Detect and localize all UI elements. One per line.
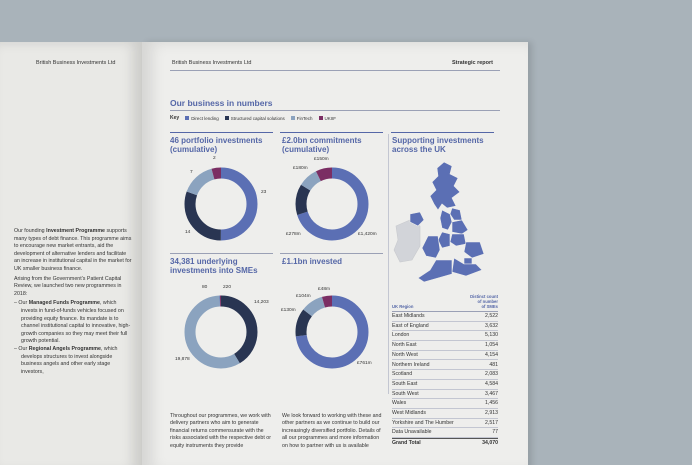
region-count: 1,456 xyxy=(485,400,498,407)
region-count: 3,467 xyxy=(485,390,498,397)
swatch-direct-lending xyxy=(185,116,189,120)
legend-item-fintech: FinTech xyxy=(291,116,313,121)
portfolio-label-direct-lending: 23 xyxy=(261,190,267,195)
table-row xyxy=(392,419,498,429)
total-label: Grand Total xyxy=(392,440,421,447)
portfolio-label-structured: 14 xyxy=(185,230,191,235)
page-title: Our business in numbers xyxy=(170,98,273,108)
programme-list xyxy=(14,300,132,376)
table-row xyxy=(392,331,498,341)
swatch-ukiif xyxy=(319,116,323,120)
map-region-east-of-england xyxy=(464,242,484,258)
invested-chart-title: £1.1bn invested xyxy=(282,257,343,266)
region-count: 2,913 xyxy=(485,409,498,416)
commitments-label-direct-lending: £1,420m xyxy=(358,232,377,237)
col1-top-rule xyxy=(170,132,273,133)
swatch-structured-capital xyxy=(225,116,229,120)
map-region-west-midlands xyxy=(438,232,450,248)
body-column-1: Throughout our programmes, we work with delivery partners who aim to generate financial returns commensurate with the risks associated with the respective debt or equity instruments they provide xyxy=(170,413,271,449)
table-row xyxy=(392,428,498,438)
portfolio-label-ukiif: 2 xyxy=(213,156,216,161)
region-count: 4,154 xyxy=(485,351,498,358)
map-region-scotland xyxy=(430,162,460,210)
table-row xyxy=(392,312,498,322)
left-page-body xyxy=(14,228,132,376)
portfolio-label-fintech: 7 xyxy=(190,170,193,175)
invested-label-direct-lending: £761m xyxy=(357,361,372,366)
total-value: 34,070 xyxy=(482,440,498,447)
commitments-chart-title: £2.0bn commitments (cumulative) xyxy=(282,136,362,154)
region-name: Northern Ireland xyxy=(392,361,430,368)
region-name: Data Unavailable xyxy=(392,429,432,436)
table-header xyxy=(392,294,498,312)
region-name: Yorkshire and The Humber xyxy=(392,419,454,426)
legend xyxy=(170,115,342,121)
map-region-yorkshire xyxy=(452,220,468,234)
col3-top-rule xyxy=(391,132,494,133)
header-rule xyxy=(170,70,500,71)
smes-chart-title: 34,381 underlying investments into SMEs xyxy=(170,257,258,275)
invested-label-fintech: £104m xyxy=(296,294,311,299)
invested-label-ukiif: £48m xyxy=(318,287,330,292)
list-item: – Our Regional Angels Programme, which develops structures to invest alongside business angels and other early stage investors, xyxy=(14,345,118,375)
commitments-label-ukiif: £150m xyxy=(314,157,329,162)
map-region-wales xyxy=(422,236,440,258)
patient-capital-paragraph: Arising from the Government’s Patient Capital Review, we launched two new programmes in 2018: xyxy=(14,275,122,297)
column-header-region: UK Region xyxy=(392,304,414,309)
smes-donut-chart xyxy=(182,293,260,371)
col2-top-rule xyxy=(280,132,383,133)
table-row xyxy=(392,370,498,380)
map-region-east-midlands xyxy=(450,234,466,246)
col2-mid-rule xyxy=(280,253,383,254)
smes-label-structured: 14,203 xyxy=(254,300,269,305)
region-name: North East xyxy=(392,342,417,349)
commitments-label-fintech: £180m xyxy=(293,166,308,171)
body-column-2: We look forward to working with these and other partners as we continue to build our increasingly diversified portfolio. Details of all our programmes and more information on how to partner with us is available xyxy=(282,413,382,449)
column-header-count: Distinct count of number of SMEs xyxy=(470,294,498,309)
smes-label-ukiif: 220 xyxy=(223,285,232,290)
region-name: West Midlands xyxy=(392,409,426,416)
map-region-north-east xyxy=(450,208,462,220)
table-row xyxy=(392,390,498,400)
region-name: Wales xyxy=(392,400,407,407)
region-name: East Midlands xyxy=(392,313,425,320)
region-count: 2,517 xyxy=(485,419,498,426)
region-count: 4,584 xyxy=(485,380,498,387)
portfolio-donut-chart xyxy=(182,165,260,243)
legend-label: Key xyxy=(170,115,180,121)
table-total-row xyxy=(392,438,498,448)
region-count: 2,083 xyxy=(485,371,498,378)
title-rule xyxy=(170,110,500,111)
table-row xyxy=(392,399,498,409)
region-count: 5,130 xyxy=(485,332,498,339)
left-running-header: British Business Investments Ltd xyxy=(36,60,116,66)
smes-label-direct-lending: 80 xyxy=(202,285,208,290)
table-row xyxy=(392,409,498,419)
intro-paragraph: Our founding Investment Programme supports many types of debt finance. This programme aims to encourage new market entrants, aid the development of alternative lenders and facilitate an increase in institutional capital in the market for UK smaller business finance. xyxy=(14,228,132,272)
map-region-south-west xyxy=(418,260,452,282)
smes-label-fintech: 19,878 xyxy=(175,357,190,362)
region-name: Scotland xyxy=(392,371,413,378)
table-row xyxy=(392,351,498,361)
table-row xyxy=(392,341,498,351)
invested-donut-chart xyxy=(293,293,371,371)
column-divider xyxy=(388,134,389,394)
map-region-ireland xyxy=(394,220,420,262)
legend-item-ukiif: UKIIF xyxy=(319,116,337,121)
uk-section-title: Supporting investments across the UK xyxy=(392,136,484,154)
uk-map xyxy=(392,160,502,288)
commitments-label-structured: £278m xyxy=(286,232,301,237)
portfolio-chart-title: 46 portfolio investments (cumulative) xyxy=(170,136,263,154)
uk-regions-table xyxy=(392,294,498,448)
table-body xyxy=(392,312,498,438)
region-name: East of England xyxy=(392,322,429,329)
map-region-london xyxy=(464,258,472,264)
invested-label-structured: £130m xyxy=(281,308,296,313)
legend-item-structured-capital: Structured capital solutions xyxy=(225,116,285,121)
col1-mid-rule xyxy=(170,253,273,254)
legend-item-direct-lending: Direct lending xyxy=(185,116,219,121)
section-label: Strategic report xyxy=(452,60,493,66)
table-row xyxy=(392,322,498,332)
region-name: South East xyxy=(392,380,418,387)
region-name: North West xyxy=(392,351,418,358)
region-count: 481 xyxy=(489,361,498,368)
list-item: – Our Managed Funds Programme, which invests in fund-of-funds vehicles focused on providing equity finance. Its mandate is to channel institutional capital to innovative, high-growth companies so they may meet their full growth potential. xyxy=(14,300,131,345)
region-name: South West xyxy=(392,390,419,397)
region-name: London xyxy=(392,332,410,339)
swatch-fintech xyxy=(291,116,295,120)
table-row xyxy=(392,360,498,370)
region-count: 77 xyxy=(492,429,498,436)
region-count: 2,522 xyxy=(485,313,498,320)
region-count: 1,054 xyxy=(485,342,498,349)
right-running-header: British Business Investments Ltd xyxy=(172,60,252,66)
table-row xyxy=(392,380,498,390)
region-count: 3,632 xyxy=(485,322,498,329)
